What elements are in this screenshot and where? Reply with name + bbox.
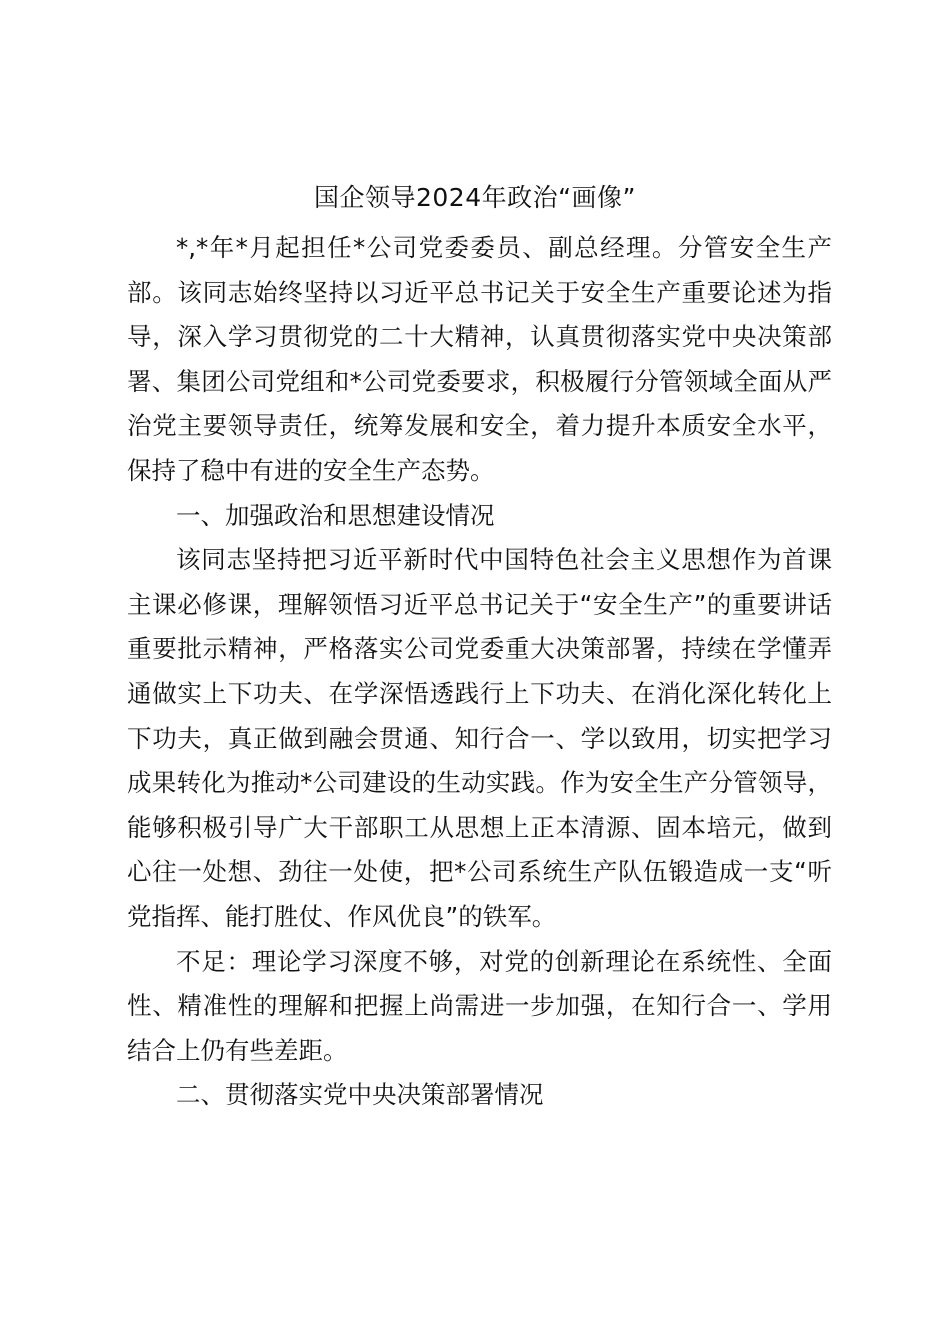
shortcomings-paragraph: 不足：理论学习深度不够，对党的创新理论在系统性、全面性、精准性的理解和把握上尚需进一步加强，在知行合一、学用结合上仍有些差距。: [127, 946, 832, 1065]
document-title: 国企领导2024年政治“画像”: [313, 183, 637, 212]
document-body: [127, 226, 832, 1118]
intro-paragraph: *,*年*月起担任*公司党委委员、副总经理。分管安全生产部。该同志始终坚持以习近平总书记关于安全生产重要论述为指导，深入学习贯彻党的二十大精神，认真贯彻落实党中央决策部署、集团公司党组和*公司党委要求，积极履行分管领域全面从严治党主要领导责任，统筹发展和安全，着力提升本质安全水平，保持了稳中有进的安全生产态势。: [127, 233, 832, 485]
section-1-paragraph: 该同志坚持把习近平新时代中国特色社会主义思想作为首课主课必修课，理解领悟习近平总书记关于“安全生产”的重要讲话重要批示精神，严格落实公司党委重大决策部署，持续在学懂弄通做实上下功夫、在学深悟透践行上下功夫、在消化深化转化上下功夫，真正做到融会贯通、知行合一、学以致用，切实把学习成果转化为推动*公司建设的生动实践。作为安全生产分管领导，能够积极引导广大干部职工从思想上正本清源、固本培元，做到心往一处想、劲往一处使，把*公司系统生产队伍锻造成一支“听党指挥、能打胜仗、作风优良”的铁军。: [127, 545, 832, 931]
section-heading-2: 二、贯彻落实党中央决策部署情况: [176, 1080, 544, 1110]
section-heading-1: 一、加强政治和思想建设情况: [176, 500, 495, 530]
